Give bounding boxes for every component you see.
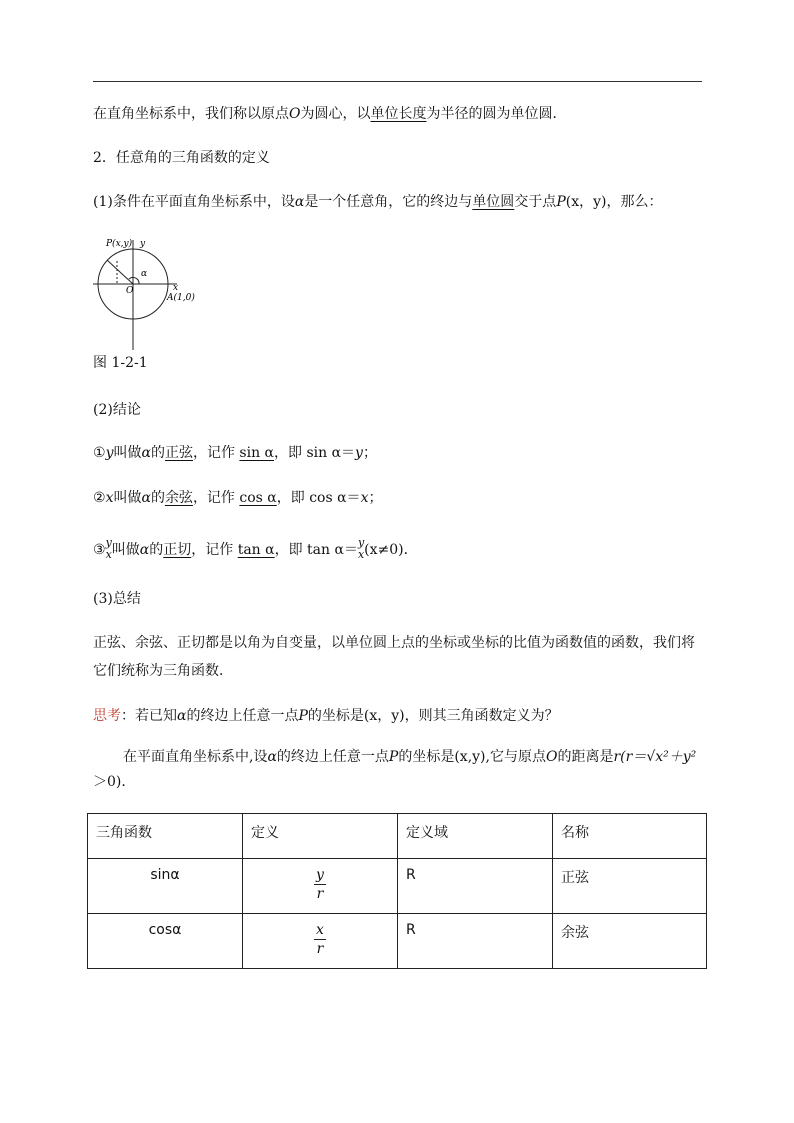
think-label: 思考 xyxy=(93,708,121,724)
tangent-definition: ③ y x 叫做α的正切，记作 tan α，即 tan α＝ y x (x≠0)． xyxy=(93,536,418,561)
sine-definition: ①y叫做α的正弦，记作 sin α，即 sin α＝y； xyxy=(93,445,377,461)
table-header-row xyxy=(88,814,707,859)
think-question: 思考：若已知α的终边上任意一点P的坐标是(x，y)，则其三角函数定义为？ xyxy=(93,708,559,724)
alpha-label: α xyxy=(141,269,148,279)
definition-cell: $\frac{x}{r}$ xyxy=(243,914,398,969)
y-over-x-fraction-2: y x xyxy=(357,536,365,561)
unit-circle-figure xyxy=(93,232,203,350)
function-cell: cosα xyxy=(88,914,243,969)
y-axis-label: y xyxy=(140,239,146,249)
header-cell: 名称 xyxy=(553,814,707,859)
header-cell: 定义 xyxy=(243,814,398,859)
unit-circle-definition: 在直角坐标系中，我们称以原点O为圆心，以单位长度为半径的圆为单位圆． xyxy=(93,106,567,122)
header-rule xyxy=(93,81,702,82)
answer-line-2: ＞0)． xyxy=(93,774,136,790)
table-row xyxy=(88,914,707,969)
summary-line-1: 正弦、余弦、正切都是以角为自变量，以单位圆上点的坐标或坐标的比值为函数值的函数，我们将 xyxy=(93,635,695,651)
cosine-definition: ②x叫做α的余弦，记作 cos α，即 cos α＝x； xyxy=(93,490,383,506)
summary-heading: (3)总结 xyxy=(93,591,141,607)
summary-line-2: 它们统称为三角函数． xyxy=(93,663,233,679)
header-cell: 定义域 xyxy=(398,814,553,859)
conclusion-heading: (2)结论 xyxy=(93,402,141,418)
answer-line-1: 在平面直角坐标系中,设α的终边上任意一点P的坐标是(x,y),它与原点O的距离是r(r＝√x²＋y² xyxy=(123,749,697,765)
function-cell: sinα xyxy=(88,859,243,914)
condition-paragraph: (1)条件在平面直角坐标系中，设α是一个任意角，它的终边与单位圆交于点P(x，y)，那么： xyxy=(93,194,663,210)
domain-cell: R xyxy=(398,859,553,914)
point-p-label: P(x,y) xyxy=(106,239,133,249)
x-axis-label: x xyxy=(173,283,179,293)
definition-cell: $\frac{y}{r}$ xyxy=(243,859,398,914)
origin-label: O xyxy=(126,286,134,296)
trig-function-table xyxy=(87,813,707,969)
point-a-label: A(1,0) xyxy=(167,293,195,303)
section-heading: 2．任意角的三角函数的定义 xyxy=(93,150,270,166)
table-row xyxy=(88,859,707,914)
name-cell: 正弦 xyxy=(553,859,707,914)
y-over-x-fraction: y x xyxy=(105,536,112,561)
name-cell: 余弦 xyxy=(553,914,707,969)
domain-cell: R xyxy=(398,914,553,969)
header-cell: 三角函数 xyxy=(88,814,243,859)
figure-caption: 图 1-2-1 xyxy=(93,355,148,371)
